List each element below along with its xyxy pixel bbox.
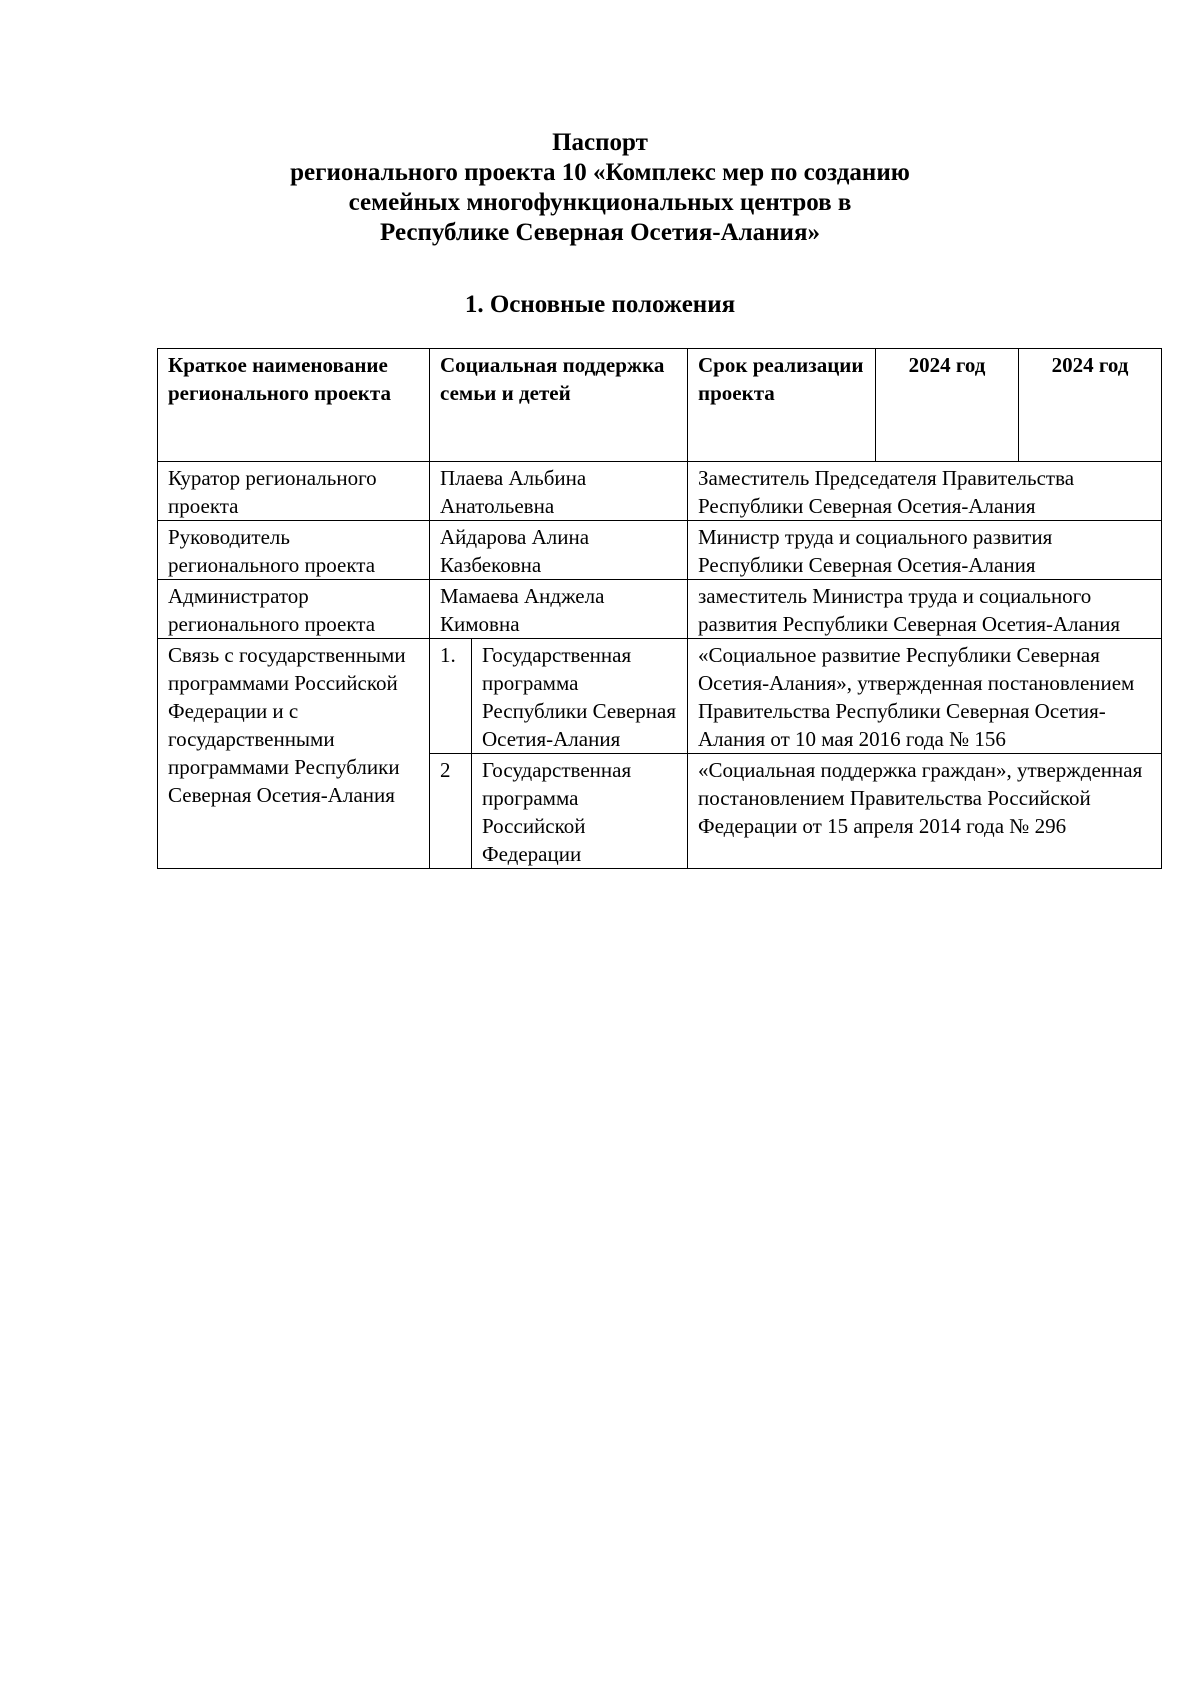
end-year: 2024 год <box>1019 349 1162 462</box>
program-2-description: «Социальная поддержка граждан», утвержденная постановлением Правительства Российской Федерации от 15 апреля 2014 года № 296 <box>688 754 1162 869</box>
title-line-3: семейных многофункциональных центров в <box>348 189 852 216</box>
table-row <box>158 521 1162 580</box>
curator-label: Куратор регионального проекта <box>158 462 430 521</box>
program-1-description: «Социальное развитие Республики Северная Осетия-Алания», утвержденная постановлением Правительства Республики Северная Осетия-Алания от 10 мая 2016 года № 156 <box>688 639 1162 754</box>
administrator-label: Администратор регионального проекта <box>158 580 430 639</box>
administrator-position: заместитель Министра труда и социального развития Республики Северная Осетия-Алания <box>688 580 1162 639</box>
title-line-1: Паспорт <box>552 129 648 156</box>
curator-position: Заместитель Председателя Правительства Республики Северная Осетия-Алания <box>688 462 1162 521</box>
table-header-row <box>158 349 1162 462</box>
head-label: Руководитель регионального проекта <box>158 521 430 580</box>
programs-label: Связь с государственными программами Российской Федерации и с государственными программами Республики Северная Осетия-Алания <box>158 639 430 869</box>
section-title: 1. Основные положения <box>464 291 736 318</box>
short-name-value: Социальная поддержка семьи и детей <box>430 349 688 462</box>
title-line-4: Республике Северная Осетия-Алания» <box>380 219 820 246</box>
table-row <box>158 462 1162 521</box>
head-position: Министр труда и социального развития Республики Северная Осетия-Алания <box>688 521 1162 580</box>
program-2-type: Государственная программа Российской Федерации <box>472 754 688 869</box>
program-1-number: 1. <box>430 639 472 754</box>
table-row <box>158 580 1162 639</box>
term-label: Срок реализации проекта <box>688 349 876 462</box>
short-name-label: Краткое наименование регионального проекта <box>158 349 430 462</box>
administrator-name: Мамаева Анджела Кимовна <box>430 580 688 639</box>
program-1-type: Государственная программа Республики Северная Осетия-Алания <box>472 639 688 754</box>
head-name: Айдарова Алина Казбековна <box>430 521 688 580</box>
document-title <box>0 128 1200 248</box>
title-line-2: регионального проекта 10 «Комплекс мер по созданию <box>290 159 910 186</box>
table-row <box>158 639 1162 754</box>
curator-name: Плаева Альбина Анатольевна <box>430 462 688 521</box>
passport-table <box>157 348 1162 869</box>
program-2-number: 2 <box>430 754 472 869</box>
start-year: 2024 год <box>876 349 1019 462</box>
